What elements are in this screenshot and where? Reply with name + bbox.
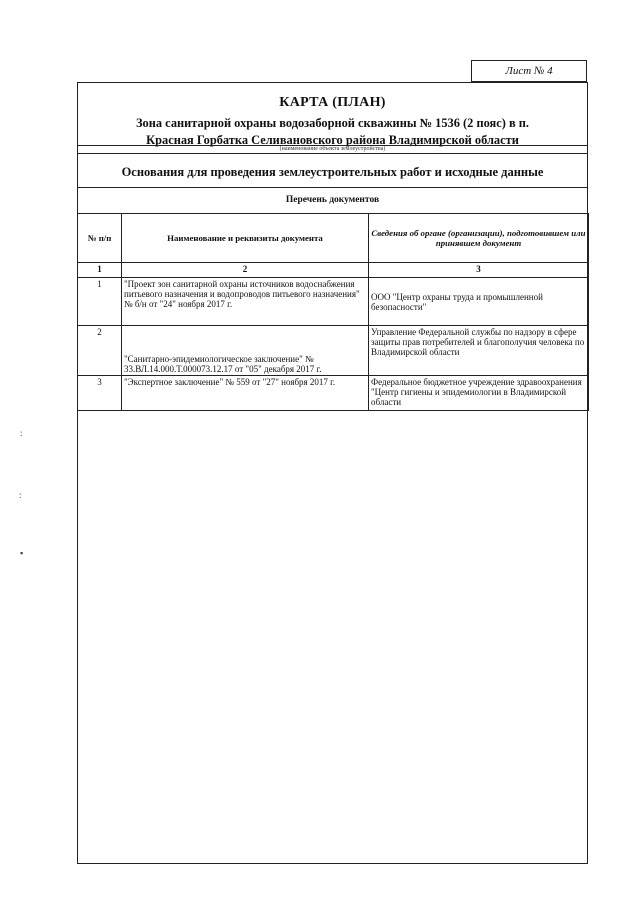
row-number: 2 bbox=[78, 326, 122, 376]
document-cell: "Экспертное заключение" № 559 от "27" ноября 2017 г. bbox=[122, 376, 369, 411]
object-caption: (наименование объекта землеустройства) bbox=[279, 146, 386, 152]
divider bbox=[78, 153, 587, 154]
scan-mark: ▪ bbox=[20, 548, 24, 558]
organization-cell: Федеральное бюджетное учреждение здравоохранения "Центр гигиены и эпидемиологии в Владимирской области bbox=[369, 376, 589, 411]
divider bbox=[78, 187, 587, 188]
document-frame bbox=[77, 82, 588, 864]
table-header-row bbox=[78, 214, 589, 263]
documents-table bbox=[77, 213, 589, 411]
zone-line-2: Красная Горбатка Селивановского района Владимирской области bbox=[146, 133, 519, 147]
column-header-document: Наименование и реквизиты документа bbox=[122, 214, 369, 263]
scan-mark: : bbox=[19, 490, 22, 500]
row-number: 3 bbox=[78, 376, 122, 411]
zone-line-1: Зона санитарной охраны водозаборной скважины № 1536 (2 пояс) в п. bbox=[136, 116, 529, 130]
sheet-number-label: Лист № 4 bbox=[471, 60, 587, 82]
page-title: КАРТА (ПЛАН) bbox=[279, 95, 386, 110]
table-row bbox=[78, 326, 589, 376]
column-number: 1 bbox=[78, 263, 122, 278]
column-header-number: № п/п bbox=[78, 214, 122, 263]
column-number-row bbox=[78, 263, 589, 278]
table-row bbox=[78, 376, 589, 411]
document-cell: "Санитарно-эпидемиологическое заключение" № 33.ВЛ.14.000.Т.000073.12.17 от "05" декабря 2017 г. bbox=[122, 326, 369, 376]
column-number: 3 bbox=[369, 263, 589, 278]
column-header-organization: Сведения об органе (организации), подготовившем или принявшем документ bbox=[369, 214, 589, 263]
scan-mark: : bbox=[20, 428, 23, 438]
column-number: 2 bbox=[122, 263, 369, 278]
row-number: 1 bbox=[78, 278, 122, 326]
document-cell: "Проект зон санитарной охраны источников водоснабжения питьевого назначения и водопроводов питьевого назначения" № б/н от "24" ноября 2017 г. bbox=[122, 278, 369, 326]
basis-title: Основания для проведения землеустроительных работ и исходные данные bbox=[121, 165, 544, 179]
organization-cell: ООО "Центр охраны труда и промышленной безопасности" bbox=[369, 278, 589, 326]
organization-cell: Управление Федеральной службы по надзору в сфере защиты прав потребителей и благополучия человека по Владимирской области bbox=[369, 326, 589, 376]
zone-description bbox=[88, 115, 577, 149]
list-title: Перечень документов bbox=[285, 195, 380, 205]
table-row bbox=[78, 278, 589, 326]
